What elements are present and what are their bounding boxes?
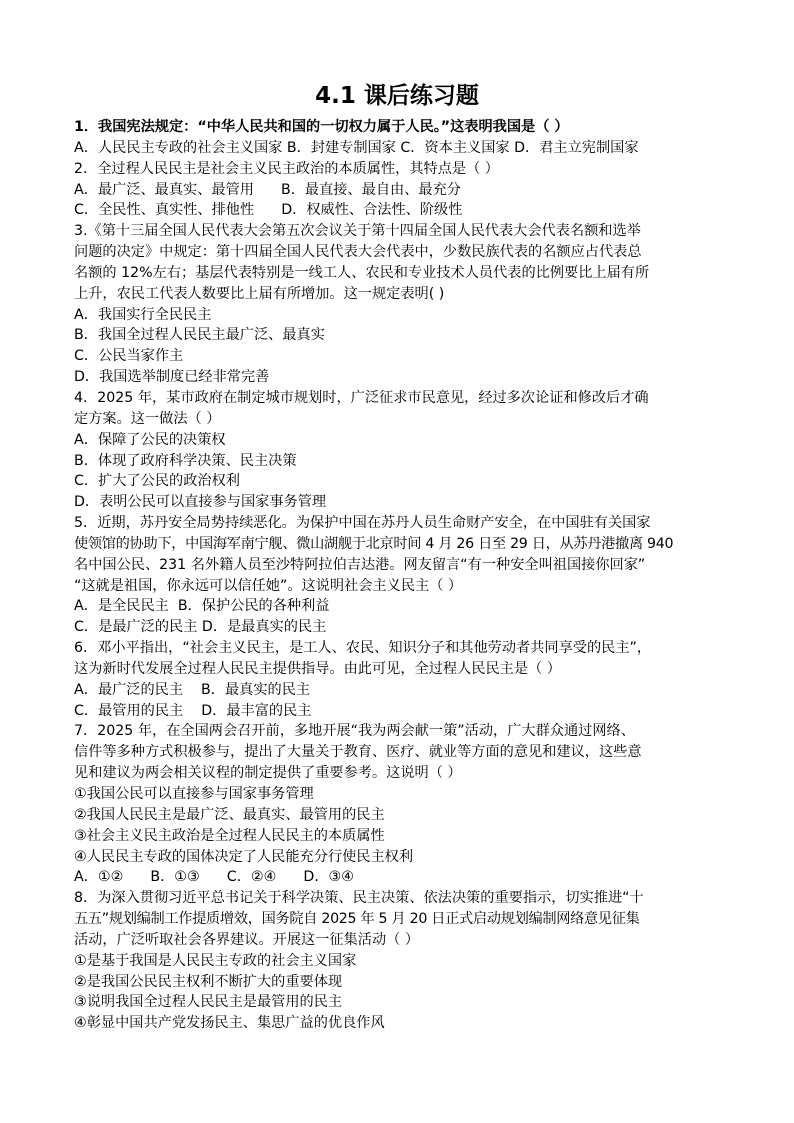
question-8-line-1: 8．为深入贯彻习近平总书记关于科学决策、民主决策、依法决策的重要指示，切实推进“十: [74, 890, 644, 907]
question-2-options-cd: C．全民性、真实性、排他性 D．权威性、合法性、阶级性: [74, 202, 463, 219]
question-4-line-1: 4．2025 年，某市政府在制定城市规划时，广泛征求市民意见，经过多次论证和修改后才确: [74, 389, 649, 406]
question-8-statement-4: ④彰显中国共产党发扬民主、集思广益的优良作风: [74, 1015, 385, 1032]
question-1: 1．我国宪法规定：“中华人民共和国的一切权力属于人民。”这表明我国是（ ）: [74, 119, 569, 135]
question-7-line-3: 见和建议为两会相关议程的制定提供了重要参考。这说明（ ）: [74, 765, 462, 782]
question-6-options-ab: A．最广泛的民主 B．最真实的民主: [74, 681, 311, 698]
question-6-options-cd: C．最管用的民主 D．最丰富的民主: [74, 702, 312, 719]
question-7-statement-4: ④人民民主专政的国体决定了人民能充分行使民主权利: [74, 848, 414, 865]
question-3-line-3: 名额的 12%左右；基层代表特别是一线工人、农民和专业技术人员代表的比例要比上届有所: [74, 264, 650, 281]
question-7-line-2: 信件等多种方式积极参与，提出了大量关于教育、医疗、就业等方面的意见和建议，这些意: [74, 744, 642, 761]
question-3-line-1: 3.《第十三届全国人民代表大会第五次会议关于第十四届全国人民代表大会代表名额和选举: [74, 223, 641, 240]
question-6-line-1: 6．邓小平指出，“社会主义民主，是工人、农民、知识分子和其他劳动者共同享受的民主”，: [74, 640, 652, 657]
question-4-option-d: D．表明公民可以直接参与国家事务管理: [74, 494, 327, 511]
question-2-options-ab: A．最广泛、最真实、最管用 B．最直接、最自由、最充分: [74, 181, 461, 198]
question-4-option-a: A．保障了公民的决策权: [74, 431, 226, 448]
question-5-options-cd: C．是最广泛的民主 D．是最真实的民主: [74, 619, 327, 636]
question-3-line-4: 上升，农民工代表人数要比上届有所增加。这一规定表明( ): [74, 285, 445, 302]
question-5-line-2: 使领馆的协助下，中国海军南宁舰、微山湖舰于北京时间 4 月 26 日至 29 日，从苏丹港撤离 940: [74, 535, 674, 552]
question-8-line-3: 活动，广泛听取社会各界建议。开展这一征集活动（ ）: [74, 931, 420, 948]
question-7-options: A．①② B．①③ C．②④ D．③④: [74, 869, 354, 886]
question-8-statement-3: ③说明我国全过程人民民主是最管用的民主: [74, 994, 343, 1011]
question-3-option-a: A．我国实行全民民主: [74, 306, 212, 323]
question-list: [74, 117, 734, 1034]
question-5-line-3: 名中国公民、231 名外籍人员至沙特阿拉伯吉达港。网友留言“有一种安全叫祖国接你回家”: [74, 556, 646, 573]
question-4-line-2: 定方案。这一做法（ ）: [74, 410, 221, 427]
question-8-statement-2: ②是我国公民民主权利不断扩大的重要体现: [74, 973, 343, 990]
question-8-statement-1: ①是基于我国是人民民主专政的社会主义国家: [74, 952, 357, 969]
question-3-option-b: B．我国全过程人民民主最广泛、最真实: [74, 327, 325, 344]
question-7-statement-3: ③社会主义民主政治是全过程人民民主的本质属性: [74, 827, 385, 844]
question-3-option-d: D．我国选举制度已经非常完善: [74, 369, 270, 386]
question-2: 2．全过程人民民主是社会主义民主政治的本质属性，其特点是（ ）: [74, 160, 499, 177]
question-4-option-c: C．扩大了公民的政治权利: [74, 473, 240, 490]
page-title: 4.1 课后练习题: [315, 83, 479, 109]
question-5-line-1: 5．近期，苏丹安全局势持续恶化。为保护中国在苏丹人员生命财产安全，在中国驻有关国家: [74, 515, 651, 532]
question-7-line-1: 7．2025 年，在全国两会召开前，多地开展“我为两会献一策”活动，广大群众通过网络、: [74, 723, 635, 740]
question-5-line-4: “这就是祖国，你永远可以信任她”。这说明社会主义民主（ ）: [74, 577, 463, 594]
question-8-line-2: 五五”规划编制工作提质增效，国务院自 2025 年 5 月 20 日正式启动规划编制网络意见征集: [74, 911, 640, 928]
question-1-options: A．人民民主专政的社会主义国家 B．封建专制国家 C．资本主义国家 D．君主立宪制国家: [74, 139, 639, 156]
question-7-statement-2: ②我国人民民主是最广泛、最真实、最管用的民主: [74, 806, 385, 823]
question-4-option-b: B．体现了政府科学决策、民主决策: [74, 452, 297, 469]
question-7-statement-1: ①我国公民可以直接参与国家事务管理: [74, 786, 314, 802]
question-5-options-ab: A．是全民民主 B．保护公民的各种利益: [74, 598, 330, 615]
question-3-line-2: 问题的决定》中规定：第十四届全国人民代表大会代表中，少数民族代表的名额应占代表总: [74, 244, 642, 261]
question-6-line-2: 这为新时代发展全过程人民民主提供指导。由此可见，全过程人民民主是（ ）: [74, 660, 561, 677]
question-3-option-c: C．公民当家作主: [74, 348, 184, 365]
